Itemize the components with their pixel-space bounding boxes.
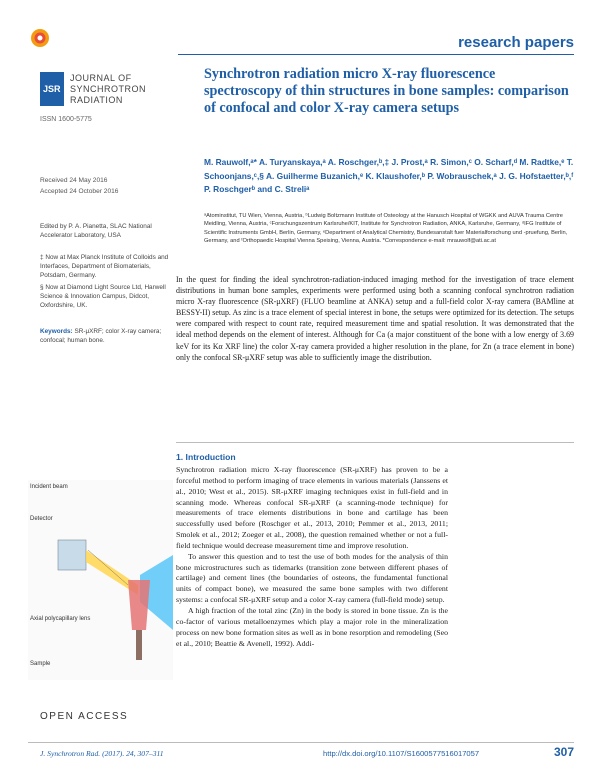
keywords-label: Keywords: [40, 328, 73, 335]
iucr-logo-icon [30, 28, 50, 48]
journal-logo-abbrev: JSR [43, 84, 61, 94]
article-dates [40, 176, 118, 197]
page-number: 307 [553, 745, 574, 759]
edited-by: Edited by P. A. Pianetta, SLAC National Accelerator Laboratory, USA [40, 223, 152, 239]
journal-name [70, 73, 146, 106]
sample-shape [136, 630, 142, 660]
body-paragraph-1: Synchrotron radiation micro X-ray fluorescence (SR-μXRF) has proven to be a forceful method to perform imaging of trace elements in various materials (Janssens et al., 2010; West et al., 2015). SR-μXRF imaging techniques exist in full-field and in scanning mode. Whereas confocal SR-μXRF (a scanning-mode technique) for measurements of trace elements distributions in bone and cartilage has been successfully used before (Roschger et al., 2013, 2010; Pemmer et al., 2013, 2011; Smolek et al., 2012; Zoeger et al., 2008), the question remained whether or not a full-field technique would decrease measurement time and improve resolution. [176, 465, 448, 550]
footer-doi-link[interactable]: http://dx.doi.org/10.1107/S1600577516017057 [323, 749, 480, 758]
figure-label-1: Incident beam [30, 484, 68, 490]
received-date: Received 24 May 2016 [40, 177, 108, 184]
setup-figure [28, 480, 173, 680]
section-heading: 1. Introduction [176, 452, 236, 462]
journal-logo [40, 72, 64, 106]
journal-name-line1: JOURNAL OF [70, 73, 132, 83]
journal-name-line2: SYNCHROTRON [70, 84, 147, 94]
article-title: Synchrotron radiation micro X-ray fluorescence spectroscopy of thin structures in bone samples: comparison of confocal and color X-ray camera setups [204, 66, 569, 116]
open-access-badge: OPEN ACCESS [40, 711, 129, 722]
figure-label-2: Detector [30, 516, 53, 522]
detector-shape [58, 540, 86, 570]
body-paragraph-2: To answer this question and to test the use of both modes for the analysis of thin bone microstructures such as tidemarks (transition zone between different phases of cartilage) and cement lines (the boundaries of osteons, the fundamental functional units of compact bone), we measured the same bone samples with two different systems: a confocal SR-μXRF setup and a color X-ray camera (full-field mode) setup. [176, 551, 448, 605]
body-paragraph-3: A high fraction of the total zinc (Zn) in the body is stored in bone tissue. Zn is the co-factor of various metalloenzymes which play a major role in the mineralization process on new bone formation sites as well as in bone resorption and remodeling (Seo et al., 2010; Beattie & Avenell, 1992). Addi- [176, 605, 448, 648]
abstract: In the quest for finding the ideal synchrotron-radiation-induced imaging method for the investigation of trace element distributions in human bone samples, experiments were performed using both a scanning confocal synchrotron radiation micro X-ray fluorescence (SR-μXRF) (FLUO beamline at ANKA) setup and a full-field color X-ray camera (BAMline at BESSY-II) setup. As zinc is a trace element of special interest in bone, the setups were optimized for its detection. The setups were compared with respect to count rate, required measurement time and spatial resolution. It was demonstrated that the ideal method depends on the element of interest. Although for Ca (a major constituent of the bone with a low energy of 3.69 keV for its Kα XRF line) the color X-ray camera provided a higher resolution in the plane, for Zn (a trace element in bone) only the confocal SR-μXRF setup was able to sufficiently image the distribution. [176, 275, 574, 362]
section-label: research papers [458, 34, 574, 51]
accepted-date: Accepted 24 October 2016 [40, 187, 119, 195]
journal-name-line3: RADIATION [70, 95, 123, 105]
footer-citation: J. Synchrotron Rad. (2017). 24, 307–311 [40, 749, 164, 758]
issn: ISSN 1600-5775 [40, 116, 92, 123]
keywords-text: SR-μXRF; color X-ray camera; confocal; human bone. [40, 328, 162, 344]
header-rule [178, 54, 574, 55]
figure-label-3: Axial polycapillary lens [30, 616, 91, 622]
author-notes [40, 253, 172, 310]
figure-label-4: Sample [30, 661, 51, 667]
author-list: M. Rauwolf,ᵃ* A. Turyanskaya,ᵃ A. Roschger,ᵇ,‡ J. Prost,ᵃ R. Simon,ᶜ O. Scharf,ᵈ M. Radtke,ᵉ T. Schoonjans,ᶜ,§ A. Guilherme Buzanich,ᵉ K. Klaushofer,ᵇ P. Wobrauschek,ᵃ J. G. Hofstaetter,ᵇ,ᶠ P. Roschgerᵇ and C. Streliᵃ [204, 157, 574, 195]
author-note-2: § Now at Diamond Light Source Ltd, Harwell Science & Innovation Campus, Didcot, Oxfordshire, UK. [40, 284, 166, 309]
body-text [176, 465, 448, 649]
section-rule [176, 442, 574, 443]
author-note-1: ‡ Now at Max Planck Institute of Colloids and Interfaces, Department of Biomaterials, Potsdam, Germany. [40, 254, 169, 279]
footer-rule [28, 742, 574, 743]
affiliations: ᵃAtominstitut, TU Wien, Vienna, Austria, ᵇLudwig Boltzmann Institute of Osteology at the Hanusch Hospital of WGKK and AUVA Trauma Centre Meidling, Vienna, Austria, ᶜForschungszentrum Karlsruhe/KIT, Institute for Synchrotron Radiation, ANKA, Karlsruhe, Germany, ᵈIFG Institute of Scientific Instruments GmbH, Berlin, Germany, ᵉDepartment of Analytical Chemistry, Bundesanstalt fuer Materialforschung und -pruefung, Berlin, Germany, and ᶠOrthopaedic Hospital Vienna Speising, Vienna, Austria. *Correspondence e-mail: mrauwolf@ati.ac.at [204, 213, 568, 245]
keywords [40, 327, 172, 345]
